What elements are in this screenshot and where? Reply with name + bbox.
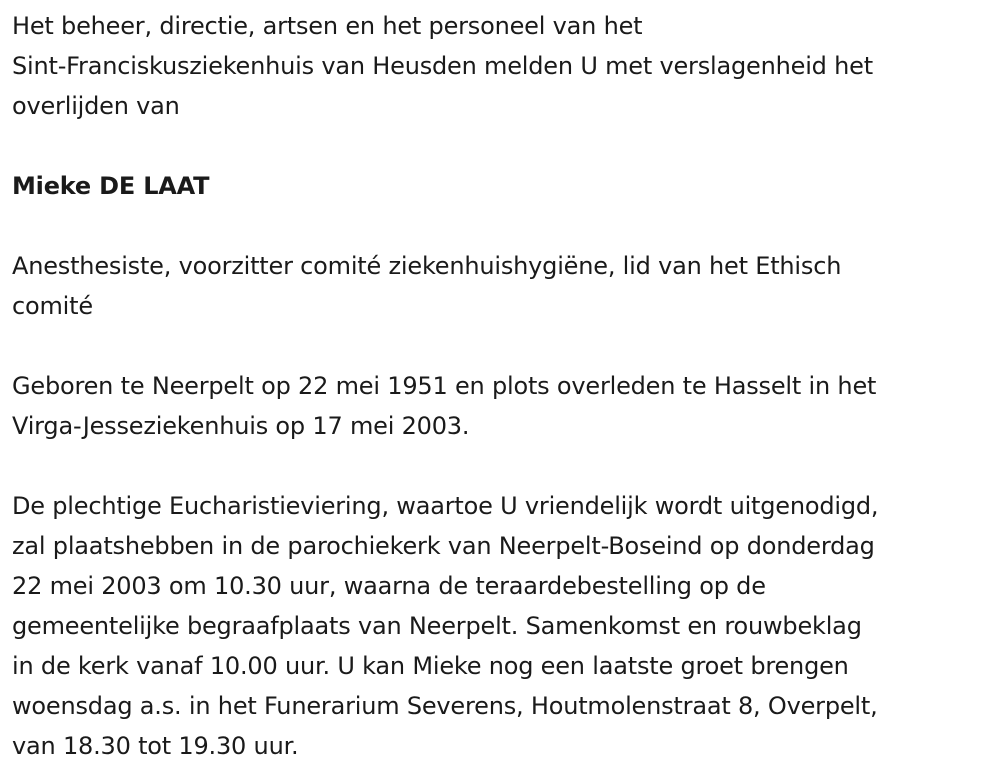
deceased-name: Mieke DE LAAT (12, 172, 210, 200)
ceremony-paragraph: De plechtige Eucharistieviering, waartoe U vriendelijk wordt uitgenodigd, zal plaatshebben in de parochiekerk van Neerpelt-Boseind op donderdag 22 mei 2003 om 10.30 uur, waarna de teraardebestelling op de gemeentelijke begraafplaats van Neerpelt. Samenkomst en rouwbeklag in de kerk vanaf 10.00 uur. U kan Mieke nog een laatste groet brengen woensdag a.s. in het Funerarium Severens, Houtmolenstraat 8, Overpelt, van 18.30 tot 19.30 uur. (12, 492, 879, 760)
intro-paragraph: Het beheer, directie, artsen en het personeel van het Sint-Franciskusziekenhuis van Heusden melden U met verslagenheid het overlijden van (12, 12, 873, 120)
role-paragraph: Anesthesiste, voorzitter comité ziekenhuishygiëne, lid van het Ethisch comité (12, 252, 842, 320)
birth-death-paragraph: Geboren te Neerpelt op 22 mei 1951 en plots overleden te Hasselt in het Virga-Jesseziekenhuis op 17 mei 2003. (12, 372, 877, 440)
